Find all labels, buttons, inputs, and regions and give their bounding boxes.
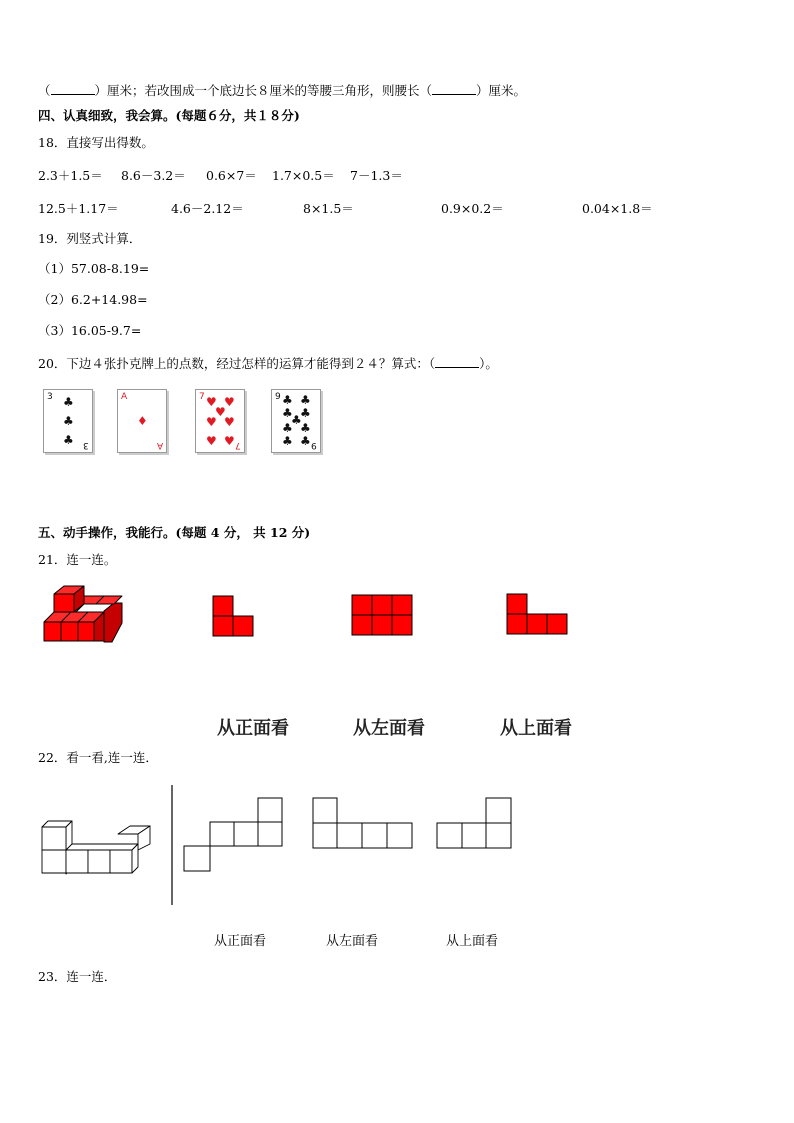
club-icon: ♣ — [300, 393, 311, 407]
intro-mid: ）厘米；若改围成一个底边长８厘米的等腰三角形，则腰长（ — [94, 83, 433, 98]
view-option-rectangle-3x2 — [352, 595, 416, 639]
q20-title-pre: 20．下边４张扑克牌上的点数，经过怎样的运算才能得到２４？算式：（ — [38, 356, 436, 371]
heart-icon: ♥ — [206, 434, 217, 448]
calc-item: 8×1.5＝ — [303, 201, 354, 216]
q19-title: 19．列竖式计算． — [38, 231, 142, 246]
q20-title — [38, 355, 498, 372]
card-rank: 3 — [83, 440, 89, 450]
club-icon: ♣ — [291, 413, 302, 427]
section5-title: 五、动手操作，我能行。(每题 4 分， 共 12 分) — [38, 525, 311, 540]
view-label-front: 从正面看 — [217, 718, 289, 739]
heart-icon: ♥ — [206, 395, 217, 409]
view-label-left: 从左面看 — [353, 718, 425, 739]
calc-item: 12.5＋1.17＝ — [38, 201, 119, 216]
divider-line — [170, 785, 174, 907]
calc-item: 0.04×1.8＝ — [582, 201, 653, 216]
card-rank: 3 — [47, 392, 53, 402]
q20-title-post: ）。 — [479, 356, 498, 371]
q19-item: （2）6.2+14.98= — [38, 292, 148, 307]
card-rank: 9 — [275, 392, 281, 402]
view-option-b — [312, 797, 416, 851]
section4-title: 四、认真细致，我会算。(每题６分，共１８分) — [38, 108, 300, 123]
playing-card-3-clubs — [43, 389, 93, 453]
view-option-l-shape-small — [213, 596, 257, 638]
view-label-top: 从上面看 — [446, 934, 499, 949]
heart-icon: ♥ — [215, 405, 226, 419]
card-rank: A — [156, 440, 163, 450]
view-label-front: 从正面看 — [214, 934, 267, 949]
intro-post: ）厘米。 — [476, 83, 527, 98]
card-rank: 7 — [199, 392, 205, 402]
answer-blank-2[interactable] — [432, 82, 476, 95]
calc-item: 8.6－3.2＝ — [121, 168, 186, 183]
calc-item: 4.6－2.12＝ — [171, 201, 244, 216]
q23-title: 23．连一连． — [38, 969, 117, 984]
answer-blank-1[interactable] — [51, 82, 95, 95]
card-rank: 7 — [235, 440, 241, 450]
heart-icon: ♥ — [224, 415, 235, 429]
calc-item: 0.6×7＝ — [206, 168, 257, 183]
club-icon: ♣ — [282, 434, 293, 448]
q19-item: （1）57.08-8.19= — [38, 261, 150, 276]
playing-card-7-hearts — [195, 389, 245, 453]
card-rank: A — [121, 392, 128, 402]
view-label-top: 从上面看 — [500, 718, 572, 739]
club-icon: ♣ — [300, 421, 311, 435]
club-icon: ♣ — [282, 406, 293, 420]
playing-card-ace-diamonds — [117, 389, 167, 453]
q21-title: 21．连一连。 — [38, 552, 117, 567]
playing-card-9-clubs — [271, 389, 321, 453]
red-cube-solid-figure — [44, 584, 134, 644]
answer-blank-3[interactable] — [435, 355, 479, 368]
view-option-l-shape-long — [507, 594, 571, 638]
intro-line — [38, 82, 526, 99]
intro-pre: （ — [38, 83, 51, 98]
calc-item: 7－1.3＝ — [350, 168, 403, 183]
club-icon: ♣ — [300, 434, 311, 448]
heart-icon: ♥ — [224, 434, 235, 448]
club-icon: ♣ — [282, 393, 293, 407]
club-icon: ♣ — [63, 433, 74, 447]
view-option-a — [183, 797, 287, 875]
club-icon: ♣ — [63, 414, 74, 428]
calc-item: 1.7×0.5＝ — [272, 168, 335, 183]
view-label-left: 从左面看 — [326, 934, 379, 949]
white-cube-solid-figure — [42, 820, 157, 880]
diamond-icon: ♦ — [137, 414, 148, 428]
heart-icon: ♥ — [224, 395, 235, 409]
calc-item: 0.9×0.2＝ — [441, 201, 504, 216]
q18-title: 18．直接写出得数。 — [38, 135, 154, 150]
club-icon: ♣ — [63, 395, 74, 409]
q22-title: 22．看一看,连一连． — [38, 750, 158, 765]
view-option-c — [436, 797, 516, 851]
card-rank: 9 — [311, 440, 317, 450]
calc-item: 2.3＋1.5＝ — [38, 168, 103, 183]
heart-icon: ♥ — [206, 415, 217, 429]
club-icon: ♣ — [300, 406, 311, 420]
club-icon: ♣ — [282, 421, 293, 435]
q19-item: （3）16.05-9.7= — [38, 323, 142, 338]
